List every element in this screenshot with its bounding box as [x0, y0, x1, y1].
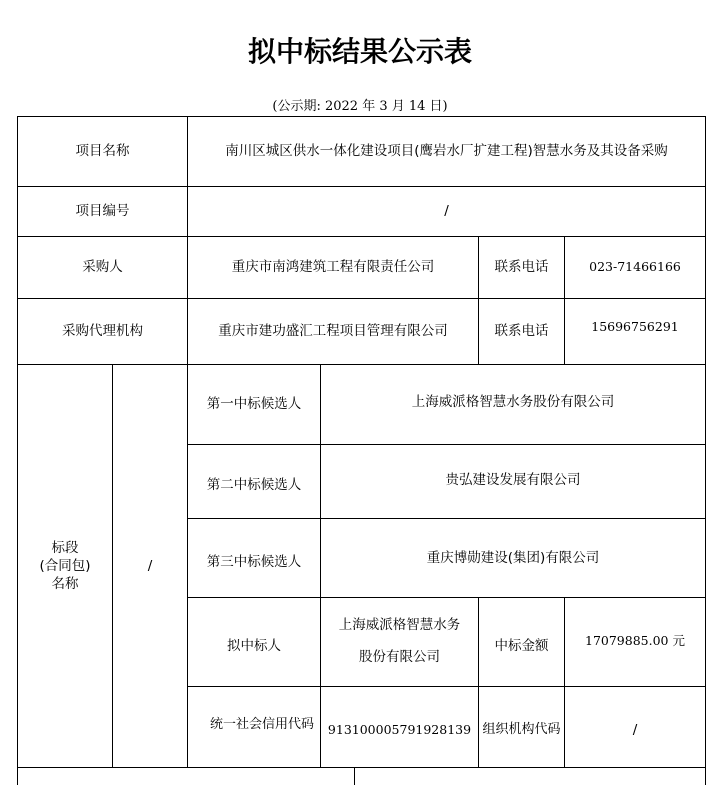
project-name-label: 项目名称	[75, 143, 130, 160]
purchaser-phone-value: 023-71466166	[589, 259, 681, 275]
section-label	[18, 365, 112, 767]
purchaser-phone-label: 联系电话	[494, 259, 549, 276]
winner-name-line-1: 上海威派格智慧水务	[338, 617, 461, 634]
candidate-2-label: 第二中标候选人	[206, 477, 302, 494]
agency-phone-value: 15696756291	[591, 318, 679, 334]
winner-name	[321, 598, 478, 686]
org-code-label: 组织机构代码	[482, 722, 561, 738]
project-number-value: /	[444, 203, 449, 220]
section-label-line-2: (合同包)	[39, 557, 91, 574]
section-label-line-3: 名称	[51, 576, 79, 593]
credit-code-label: 统一社会信用代码	[209, 717, 314, 733]
agency-label: 采购代理机构	[62, 323, 143, 340]
winner-label: 拟中标人	[227, 637, 281, 654]
project-name-value: 南川区城区供水一体化建设项目(鹰岩水厂扩建工程)智慧水务及其设备采购	[225, 143, 668, 160]
publicity-date: (公示期: 2022 年 3 月 14 日)	[272, 99, 448, 114]
winner-name-line-2: 股份有限公司	[359, 649, 440, 665]
page-title: 拟中标结果公示表	[247, 35, 472, 68]
agency-phone-label: 联系电话	[494, 323, 549, 340]
purchaser-label: 采购人	[82, 259, 123, 276]
candidate-3-value: 重庆博勋建设(集团)有限公司	[426, 549, 600, 566]
candidate-1-value: 上海威派格智慧水务股份有限公司	[411, 394, 615, 411]
section-label-line-1: 标段	[51, 539, 79, 556]
credit-code-value: 913100005791928139	[327, 721, 472, 737]
section-name-value: /	[147, 557, 153, 574]
org-code-value: /	[632, 721, 638, 738]
candidate-2-value: 贵弘建设发展有限公司	[445, 471, 581, 488]
agency-value: 重庆市建功盛汇工程项目管理有限公司	[218, 323, 448, 340]
winning-amount-label: 中标金额	[494, 637, 549, 654]
project-number-label: 项目编号	[75, 203, 130, 220]
candidate-3-label: 第三中标候选人	[206, 553, 302, 570]
candidate-1-label: 第一中标候选人	[206, 396, 302, 413]
purchaser-value: 重庆市南鸿建筑工程有限责任公司	[231, 259, 435, 276]
winning-amount-value: 17079885.00 元	[585, 632, 685, 648]
